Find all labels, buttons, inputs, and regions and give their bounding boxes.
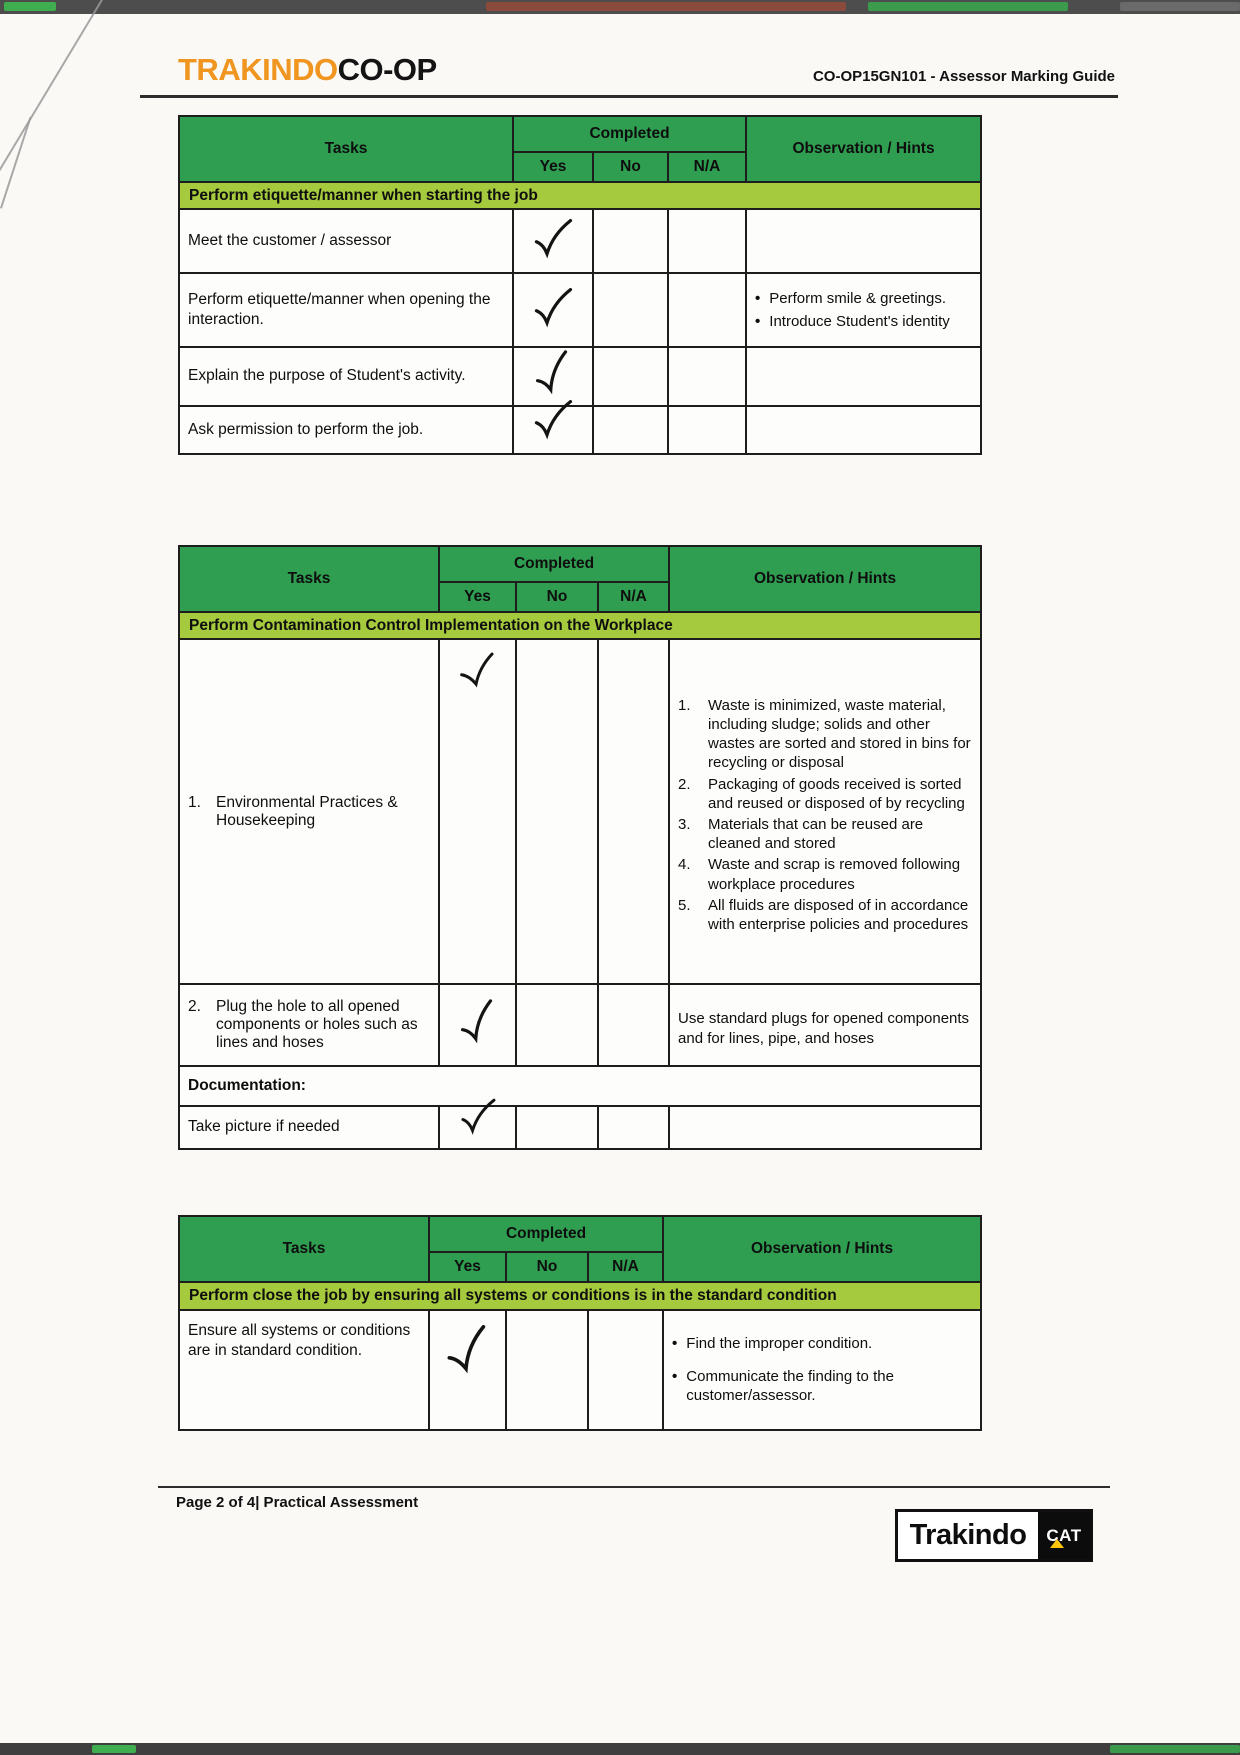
- table-row: [179, 1310, 981, 1430]
- checkmark-icon: [447, 646, 507, 697]
- yes-cell: [513, 273, 593, 347]
- table-row: [179, 273, 981, 347]
- column-header-na: N/A: [588, 1252, 663, 1282]
- column-header-observation: Observation / Hints: [663, 1216, 981, 1282]
- observation-number: 5.: [678, 896, 691, 914]
- checkmark-icon: [530, 285, 576, 331]
- scan-edge-bottom: [0, 1743, 1240, 1755]
- yes-cell: [439, 984, 516, 1066]
- na-cell: [598, 639, 669, 984]
- observation-text: Materials that can be reused are cleaned and stored: [708, 816, 924, 853]
- table-contamination-control: [178, 545, 982, 1150]
- column-header-observation: Observation / Hints: [746, 116, 981, 182]
- na-cell: [668, 273, 746, 347]
- observation-cell: [669, 1106, 981, 1149]
- table-close-job: [178, 1215, 982, 1431]
- observation-cell: [746, 273, 981, 347]
- no-cell: [516, 984, 598, 1066]
- observation-text: Packaging of goods received is sorted and reused or disposed of by recycling: [708, 775, 965, 812]
- table-etiquette-start: [178, 115, 982, 455]
- column-header-yes: Yes: [513, 152, 593, 182]
- logo-coop: CO-OP: [337, 52, 437, 87]
- column-header-na: N/A: [598, 582, 669, 612]
- checkmark-icon: [525, 346, 581, 402]
- company-logo: [178, 52, 437, 88]
- cat-logo-triangle: [1050, 1539, 1064, 1548]
- task-number: 2.: [188, 998, 201, 1015]
- observation-number: 2.: [678, 775, 691, 793]
- no-cell: [506, 1310, 588, 1430]
- observation-cell: [669, 639, 981, 984]
- observation-cell: [746, 347, 981, 406]
- scan-edge-top: [0, 0, 1240, 14]
- observation-text: • Find the improper condition.: [686, 1334, 873, 1352]
- footer-divider: [158, 1486, 1110, 1488]
- checkmark-icon: [450, 995, 506, 1051]
- yes-cell: [439, 639, 516, 984]
- scan-noise: [92, 1745, 136, 1753]
- yes-cell: [439, 1106, 516, 1149]
- task-cell: [179, 984, 439, 1066]
- na-cell: [598, 984, 669, 1066]
- scan-noise: [4, 2, 56, 11]
- task-text: Plug the hole to all opened components or holes such as lines and hoses: [216, 998, 418, 1051]
- column-header-no: No: [516, 582, 598, 612]
- document-reference: CO-OP15GN101 - Assessor Marking Guide: [812, 68, 1115, 85]
- observation-item: [678, 896, 972, 934]
- column-header-no: No: [593, 152, 668, 182]
- no-cell: [593, 209, 668, 273]
- table-row: [179, 406, 981, 454]
- observation-number: 3.: [678, 816, 691, 833]
- observation-item: [755, 289, 972, 308]
- column-header-completed: Completed: [439, 546, 669, 582]
- task-cell: Take picture if needed: [179, 1106, 439, 1149]
- task-cell: Perform etiquette/manner when opening the interaction.: [179, 273, 513, 347]
- logo-trakindo: TRAKINDO: [178, 52, 338, 87]
- checkmark-icon: [436, 1319, 499, 1382]
- no-cell: [593, 273, 668, 347]
- observation-text: Waste and scrap is removed following workplace procedures: [708, 856, 961, 893]
- scan-noise: [868, 2, 1068, 11]
- observation-item: [678, 775, 972, 813]
- observation-text: Waste is minimized, waste material, including sludge; solids and other wastes are sorted and stored in bins for recycling or disposal: [708, 696, 971, 772]
- observation-item: [672, 1367, 972, 1405]
- no-cell: [516, 1106, 598, 1149]
- table-row: [179, 1106, 981, 1149]
- section-header: Perform etiquette/manner when starting the job: [179, 182, 981, 209]
- column-header-yes: Yes: [439, 582, 516, 612]
- checkmark-icon: [457, 1096, 499, 1138]
- scan-noise: [1120, 2, 1240, 11]
- observation-text: • Communicate the finding to the customer/assessor.: [686, 1367, 894, 1405]
- observation-item: [678, 815, 972, 853]
- observation-item: [678, 696, 972, 773]
- na-cell: [668, 209, 746, 273]
- na-cell: [588, 1310, 663, 1430]
- scan-noise: [486, 2, 846, 11]
- table-row: [179, 209, 981, 273]
- observation-number: 1.: [678, 696, 691, 714]
- observation-text: All fluids are disposed of in accordance with enterprise policies and procedures: [708, 896, 969, 933]
- observation-text: • Perform smile & greetings.: [769, 289, 947, 307]
- yes-cell: [513, 406, 593, 454]
- column-header-tasks: Tasks: [179, 546, 439, 612]
- cat-logo-text: CAT: [1046, 1525, 1082, 1545]
- page-number: Page 2 of 4| Practical Assessment: [176, 1494, 419, 1511]
- column-header-completed: Completed: [513, 116, 746, 152]
- observation-cell: [663, 1310, 981, 1430]
- column-header-completed: Completed: [429, 1216, 663, 1252]
- paper-crease: [0, 0, 103, 174]
- column-header-na: N/A: [668, 152, 746, 182]
- task-cell: [179, 639, 439, 984]
- yes-cell: [429, 1310, 506, 1430]
- observation-cell: [746, 406, 981, 454]
- column-header-no: No: [506, 1252, 588, 1282]
- yes-cell: [513, 347, 593, 406]
- observation-item: [755, 312, 972, 331]
- task-cell: Ensure all systems or conditions are in standard condition.: [179, 1310, 429, 1430]
- table-row: [179, 639, 981, 984]
- observation-item: [678, 855, 972, 893]
- column-header-tasks: Tasks: [179, 116, 513, 182]
- na-cell: [668, 406, 746, 454]
- na-cell: [598, 1106, 669, 1149]
- no-cell: [593, 406, 668, 454]
- trakindo-cat-logo: [895, 1509, 1093, 1562]
- column-header-observation: Observation / Hints: [669, 546, 981, 612]
- table-row: [179, 984, 981, 1066]
- observation-cell: Use standard plugs for opened components and for lines, pipe, and hoses: [669, 984, 981, 1066]
- task-text: Environmental Practices & Housekeeping: [216, 793, 398, 829]
- observation-item: [672, 1334, 972, 1353]
- trakindo-logo-text: Trakindo: [909, 1519, 1027, 1551]
- table-row: [179, 347, 981, 406]
- column-header-yes: Yes: [429, 1252, 506, 1282]
- yes-cell: [513, 209, 593, 273]
- task-cell: Explain the purpose of Student's activity.: [179, 347, 513, 406]
- documentation-label: Documentation:: [179, 1066, 981, 1106]
- task-cell: Ask permission to perform the job.: [179, 406, 513, 454]
- table-row: [179, 1066, 981, 1106]
- scan-noise: [1110, 1745, 1240, 1753]
- observation-cell: [746, 209, 981, 273]
- task-number: 1.: [188, 793, 201, 811]
- no-cell: [593, 347, 668, 406]
- observation-text: • Introduce Student's identity: [769, 313, 950, 330]
- checkmark-icon: [530, 216, 576, 262]
- task-cell: Meet the customer / assessor: [179, 209, 513, 273]
- checkmark-icon: [530, 397, 576, 443]
- section-header: Perform close the job by ensuring all systems or conditions is in the standard condition: [179, 1282, 981, 1310]
- na-cell: [668, 347, 746, 406]
- column-header-tasks: Tasks: [179, 1216, 429, 1282]
- cat-logo: [1038, 1512, 1090, 1559]
- header-divider: [140, 95, 1118, 98]
- no-cell: [516, 639, 598, 984]
- observation-number: 4.: [678, 856, 691, 874]
- section-header: Perform Contamination Control Implementation on the Workplace: [179, 612, 981, 639]
